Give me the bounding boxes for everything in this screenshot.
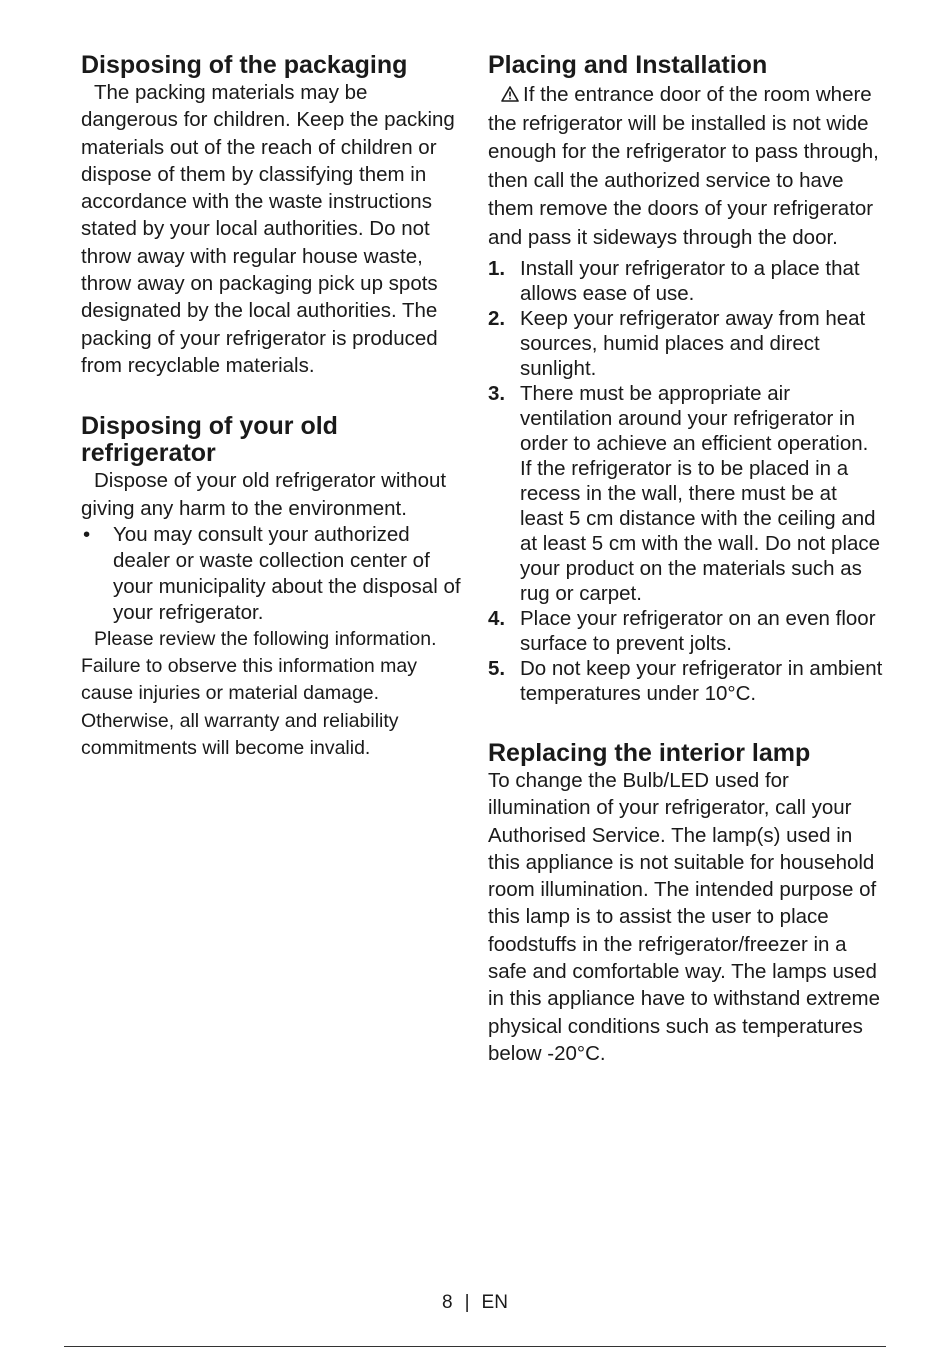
warning-paragraph <box>488 81 883 252</box>
left-column <box>81 52 466 762</box>
right-column <box>488 52 883 1067</box>
old-refrigerator-paragraph: Dispose of your old refrigerator without giving any harm to the environment. <box>81 469 447 520</box>
bullet-list <box>81 522 466 626</box>
bullet-icon: • <box>83 522 91 546</box>
warranty-note: Please review the following information. Failure to observe this information may cause injuries or material damage. Otherwise, all warranty and reliability commitments will become invalid. <box>81 627 437 760</box>
page-footer <box>0 1292 950 1314</box>
step-text: Do not keep your refrigerator in ambient temperatures under 10°C. <box>520 657 883 705</box>
step-text: Keep your refrigerator away from heat sources, humid places and direct sunlight. <box>520 307 866 380</box>
list-item <box>488 306 883 381</box>
page-number: 8 <box>442 1292 453 1313</box>
footer-separator: | <box>464 1292 470 1313</box>
section-heading-placing: Placing and Installation <box>488 51 768 79</box>
language-code: EN <box>481 1292 508 1313</box>
list-item <box>488 606 883 656</box>
step-number: 1. <box>488 257 506 280</box>
section-heading-packaging: Disposing of the packaging <box>81 51 408 79</box>
installation-steps <box>488 256 883 706</box>
bullet-text: You may consult your authorized dealer or waste collection center of your municipality about the disposal of your refrigerator. <box>113 522 461 624</box>
packaging-paragraph: The packing materials may be dangerous for children. Keep the packing materials out of the reach of children or dispose of them by classifying them in accordance with the waste instructions stated by your local authorities. Do not throw away with regular house waste, throw away on packaging pick up spots designated by the local authorities. The packing of your refrigerator is produced from recyclable materials. <box>81 81 455 377</box>
step-number: 2. <box>488 307 506 330</box>
list-item <box>488 656 883 706</box>
step-text: Install your refrigerator to a place that allows ease of use. <box>520 257 860 305</box>
step-number: 4. <box>488 607 506 630</box>
step-number: 3. <box>488 382 506 405</box>
step-text: Place your refrigerator on an even floor surface to prevent jolts. <box>520 607 876 655</box>
list-item <box>81 522 466 626</box>
list-item <box>488 256 883 306</box>
step-text: There must be appropriate air ventilation around your refrigerator in order to achieve an efficient operation. If the refrigerator is to be placed in a recess in the wall, there must be at least 5 cm distance with the ceiling and at least 5 cm with the wall. Do not place your product on the materials such as rug or carpet. <box>520 382 881 605</box>
section-heading-interior-lamp: Replacing the interior lamp <box>488 739 811 767</box>
list-item <box>488 381 883 606</box>
section-heading-old-refrigerator: Disposing of your old refrigerator <box>81 412 338 468</box>
warning-text: If the entrance door of the room where the refrigerator will be installed is not wide enough for the refrigerator to pass through, then call the authorized service to have them remove the doors of your refrigerator and pass it sideways through the door. <box>488 83 879 249</box>
step-number: 5. <box>488 657 506 680</box>
footer-divider <box>64 1346 886 1347</box>
warning-triangle-icon <box>501 86 519 102</box>
interior-lamp-paragraph: To change the Bulb/LED used for illumination of your refrigerator, call your Authorised Service. The lamp(s) used in this appliance is not suitable for household room illumination. The intended purpose of this lamp is to assist the user to place foodstuffs in the refrigerator/freezer in a safe and comfortable way. The lamps used in this appliance have to withstand extreme physical conditions such as temperatures below -20°C. <box>488 769 881 1065</box>
